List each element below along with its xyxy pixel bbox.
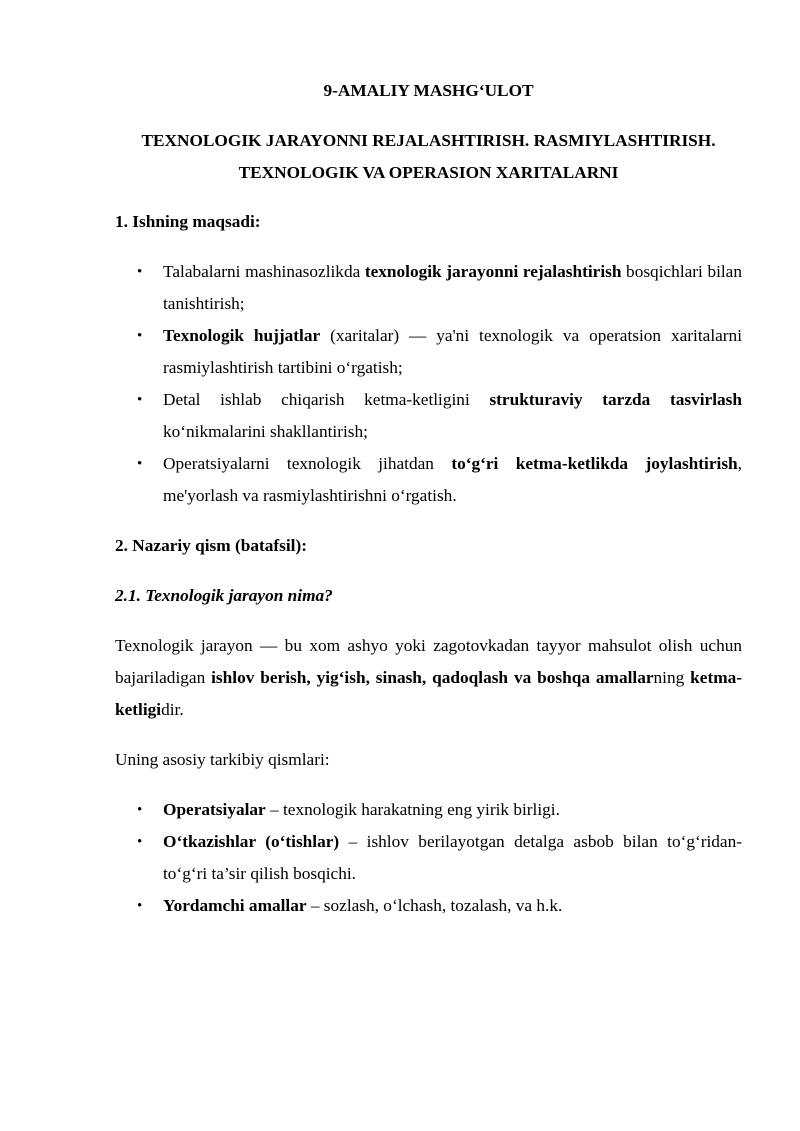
page-subtitle — [115, 125, 742, 189]
text-run: , me'yorlash va rasmiylashtirishni o‘rgatish. — [163, 454, 742, 505]
bold-text-run: Yordamchi amallar — [163, 896, 307, 915]
bullet-icon: • — [137, 898, 143, 914]
components-list — [115, 794, 742, 922]
bullet-icon: • — [137, 834, 143, 850]
text-run: dir. — [161, 700, 184, 719]
text-run: ning — [653, 668, 691, 687]
bullet-icon: • — [137, 392, 143, 408]
list-item — [115, 320, 742, 384]
bullet-icon: • — [137, 264, 143, 280]
goals-list — [115, 256, 742, 512]
components-intro: Uning asosiy tarkibiy qismlari: — [115, 750, 330, 769]
text-run: bosqichlari bilan tanishtirish; — [163, 262, 742, 313]
text-run: Talabalarni mashinasozlikda — [163, 262, 365, 281]
bold-text-run: Texnologik hujjatlar — [163, 326, 321, 345]
list-item — [115, 448, 742, 512]
bold-text-run: ishlov berish, yig‘ish, sinash, qadoqlash va boshqa amallar — [211, 668, 654, 687]
bullet-icon: • — [137, 328, 143, 344]
section-2-1-heading: 2.1. Texnologik jarayon nima? — [115, 586, 333, 605]
section-2-heading: 2. Nazariy qism (batafsil): — [115, 536, 307, 555]
text-run: – ishlov berilayotgan detalga asbob bilan to‘g‘ridan-to‘g‘ri ta’sir qilish bosqichi. — [163, 832, 742, 883]
text-run: Operatsiyalarni texnologik jihatdan — [163, 454, 452, 473]
bold-text-run: O‘tkazishlar (o‘tishlar) — [163, 832, 340, 851]
bold-text-run: to‘g‘ri ketma-ketlikda joylashtirish — [451, 454, 738, 473]
bold-text-run: Operatsiyalar — [163, 800, 266, 819]
list-item — [115, 384, 742, 448]
text-run: – sozlash, o‘lchash, tozalash, va h.k. — [306, 896, 563, 915]
definition-paragraph — [115, 630, 742, 726]
bullet-icon: • — [137, 802, 143, 818]
bullet-icon: • — [137, 456, 143, 472]
bold-text-run: strukturaviy tarzda tasvirlash — [489, 390, 742, 409]
list-item — [115, 890, 742, 922]
page-title: 9-AMALIY MASHG‘ULOT — [323, 81, 534, 100]
text-run: Texnologik jarayon — bu xom ashyo yoki zagotovkadan tayyor mahsulot olish uchun bajariladigan — [115, 636, 742, 687]
text-run: ko‘nikmalarini shakllantirish; — [163, 422, 368, 441]
text-run: (xaritalar) — ya'ni texnologik va operatsion xaritalarni rasmiylashtirish tartibini o‘rgatish; — [163, 326, 742, 377]
section-1-heading: 1. Ishning maqsadi: — [115, 212, 261, 231]
subtitle-line-1: TEXNOLOGIK JARAYONNI REJALASHTIRISH. RASMIYLASHTIRISH. — [141, 131, 716, 150]
text-run: – texnologik harakatning eng yirik birligi. — [265, 800, 560, 819]
bold-text-run: texnologik jarayonni rejalashtirish — [364, 262, 622, 281]
bold-text-run: ketma-ketligi — [115, 668, 742, 719]
list-item — [115, 826, 742, 890]
list-item — [115, 256, 742, 320]
text-run: Detal ishlab chiqarish ketma-ketligini — [163, 390, 490, 409]
list-item — [115, 794, 742, 826]
subtitle-line-2: TEXNOLOGIK VA OPERASION XARITALARNI — [238, 163, 619, 182]
